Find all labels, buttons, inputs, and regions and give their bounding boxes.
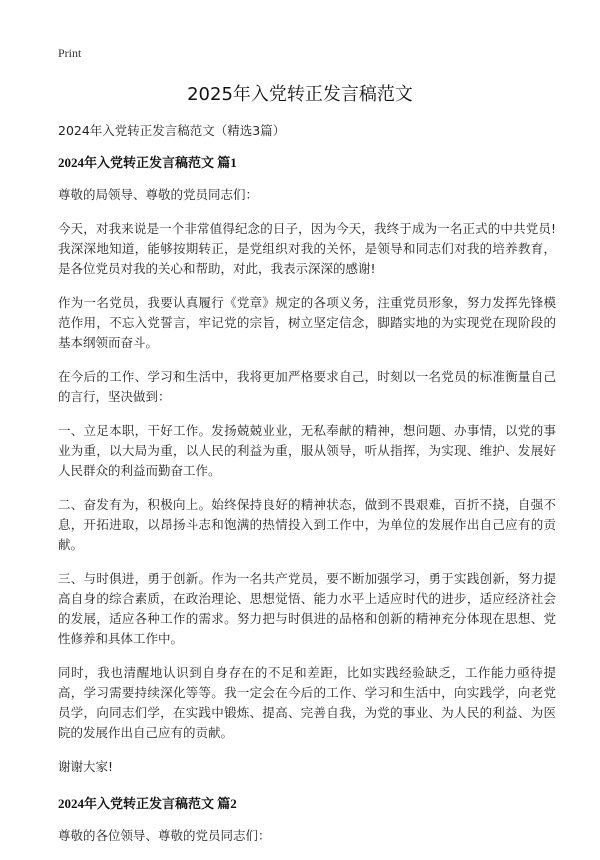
document-subtitle: 2024年入党转正发言稿范文（精选3篇） [58,123,286,138]
paragraph: 二、奋发有为，积极向上。始终保持良好的精神状态，做到不畏艰难，百折不挠，自强不息，开拓进取，以昂扬斗志和饱满的热情投入到工作中，为单位的发展作出自己应有的贡献。 [58,497,556,552]
paragraph-closing: 谢谢大家! [58,759,114,774]
print-link[interactable]: Print [58,46,82,60]
paragraph: 三、与时俱进，勇于创新。作为一名共产党员，要不断加强学习，勇于实践创新，努力提高自身的综合素质，在政治理论、思想觉悟、能力水平上适应时代的进步，适应经济社会的发展，适应各种工作的需求。努力把与时俱进的品格和创新的精神充分体现在思想、党性修养和具体工作中。 [58,571,556,646]
paragraph-salutation: 尊敬的各位领导、尊敬的党员同志们： [58,828,271,843]
paragraph: 同时，我也清醒地认识到自身存在的不足和差距，比如实践经验缺乏，工作能力亟待提高，学习需要持续深化等等。我一定会在今后的工作、学习和生活中，向实践学，向老党员学，向同志们学，在实践中锻炼、提高、完善自我，为党的事业、为人民的利益、为医院的发展作出自己应有的贡献。 [58,665,556,740]
paragraph: 作为一名党员，我要认真履行《党章》规定的各项义务，注重党员形象，努力发挥先锋模范作用，不忘入党誓言，牢记党的宗旨，树立坚定信念，脚踏实地的为实现党在现阶段的基本纲领而奋斗。 [58,295,556,350]
paragraph: 一、立足本职，干好工作。发扬兢兢业业，无私奉献的精神，想问题、办事情，以党的事业为重，以大局为重，以人民的利益为重，服从领导，听从指挥，为实现、维护、发展好人民群众的利益而勤奋工作。 [58,423,556,478]
paragraph: 今天，对我来说是一个非常值得纪念的日子，因为今天，我终于成为一名正式的中共党员!我深深地知道，能够按期转正，是党组织对我的关怀，是领导和同志们对我的培养教育，是各位党员对我的关心和帮助，对此，我表示深深的感谢! [58,221,556,276]
paragraph: 在今后的工作、学习和生活中，我将更加严格要求自己，时刻以一名党员的标准衡量自己的言行，坚决做到： [58,369,556,404]
paragraph-salutation: 尊敬的局领导、尊敬的党员同志们： [58,187,259,202]
document-body [58,152,556,860]
page-title: 2025年入党转正发言稿范文 [187,84,413,105]
section-heading-2: 2024年入党转正发言稿范文 篇2 [58,796,237,811]
section-heading-1: 2024年入党转正发言稿范文 篇1 [58,155,237,170]
